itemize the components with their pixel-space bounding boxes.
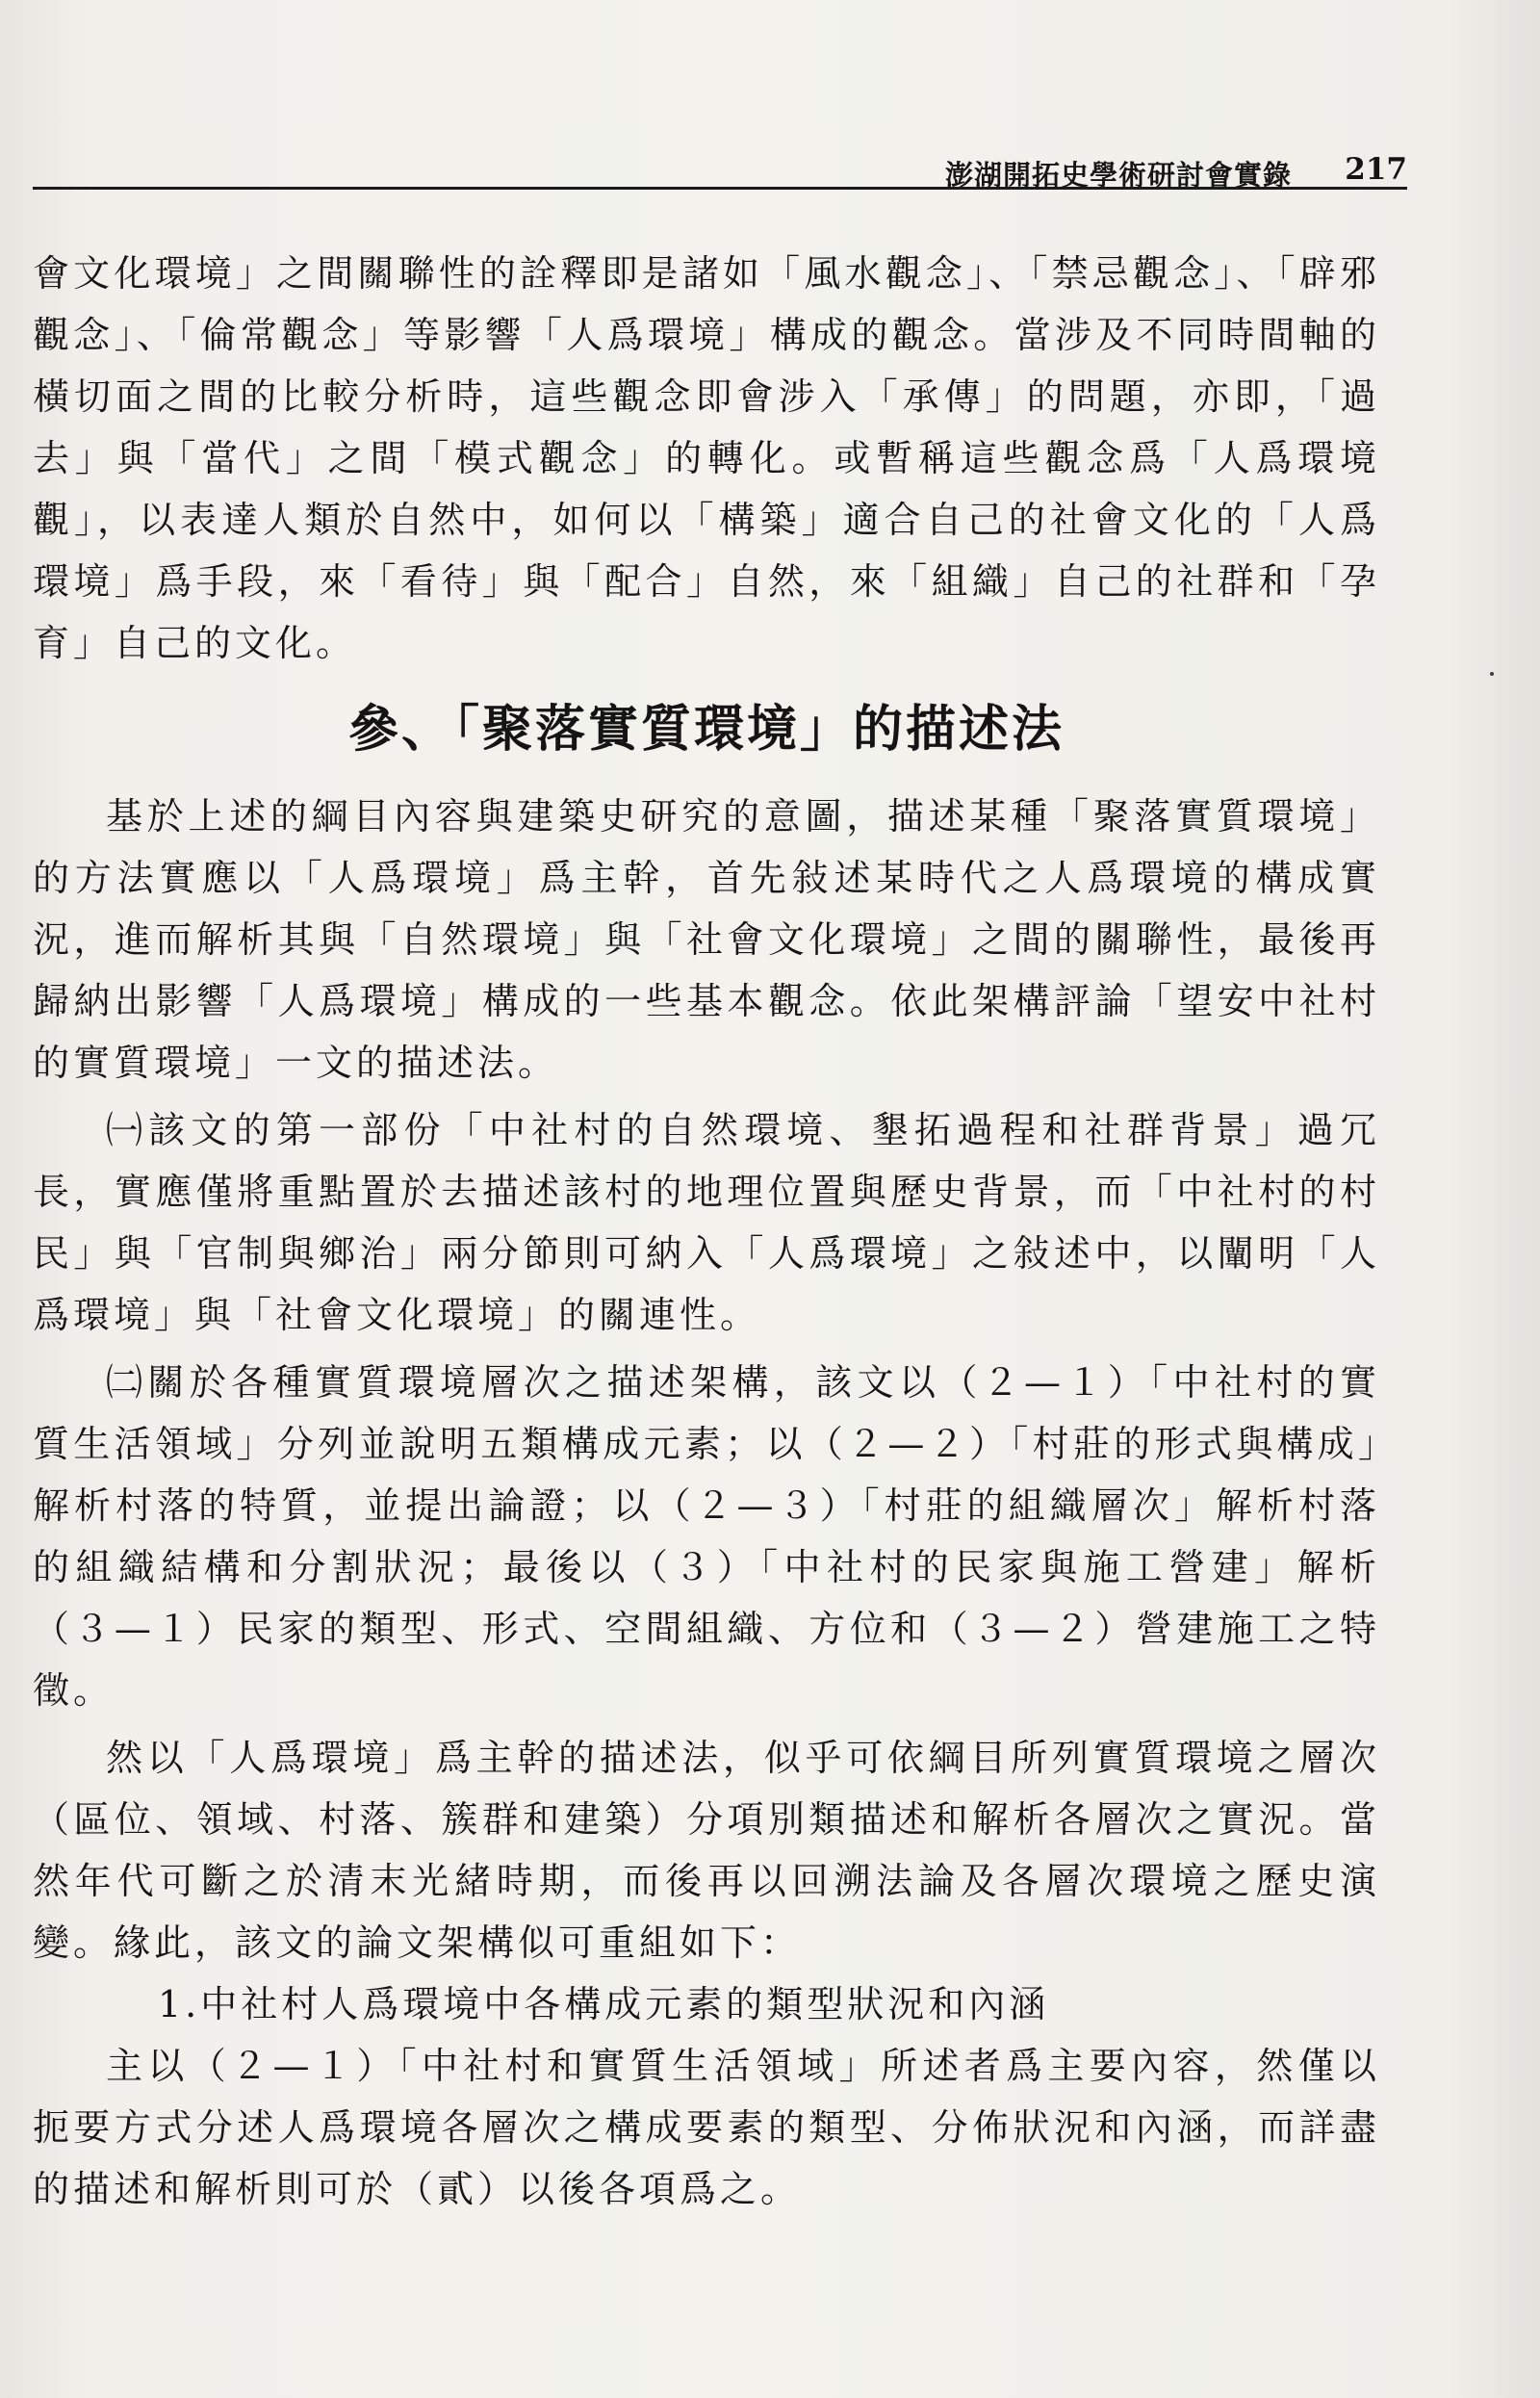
page-number: 217	[1345, 152, 1407, 187]
body-paragraph-2: ㈠該文的第一部份「中社村的自然環境、墾拓過程和社群背景」過冗長，實應僅將重點置於去描述該村的地理位置與歷史背景，而「中社村的村民」與「官制與鄉治」兩分節則可納入「人爲環境」之敍述中，以闡明「人爲環境」與「社會文化環境」的關連性。	[33, 1109, 1380, 1336]
outline-item-1: 1.中社村人爲環境中各構成元素的類型狀況和內涵	[158, 1983, 1050, 2025]
running-head	[0, 144, 1407, 193]
section-heading: 參、「聚落實質環境」的描述法	[347, 701, 1065, 759]
running-head-title: 澎湖開拓史學術研討會實錄	[944, 159, 1292, 192]
page-body	[33, 243, 1380, 2220]
body-paragraph-4: 然以「人爲環境」爲主幹的描述法，似乎可依綱目所列實質環境之層次（區位、領域、村落、簇群和建築）分項別類描述和解析各層次之實況。當然年代可斷之於清末光緒時期，而後再以回溯法論及各層次環境之歷史演變。緣此，該文的論文架構似可重組如下：	[33, 1737, 1380, 1964]
print-speck	[1490, 672, 1494, 676]
final-paragraph: 主以（２—１）「中社村和實質生活領域」所述者爲主要內容，然僅以扼要方式分述人爲環境各層次之構成要素的類型、分佈狀況和內涵，而詳盡的描述和解析則可於（貳）以後各項爲之。	[33, 2045, 1380, 2210]
intro-paragraph: 會文化環境」之間關聯性的詮釋即是諸如「風水觀念」、「禁忌觀念」、「辟邪觀念」、「倫常觀念」等影響「人爲環境」構成的觀念。當涉及不同時間軸的橫切面之間的比較分析時，這些觀念即會涉入「承傳」的問題，亦即，「過去」與「當代」之間「模式觀念」的轉化。或暫稱這些觀念爲「人爲環境觀」，以表達人類於自然中，如何以「構築」適合自己的社會文化的「人爲環境」爲手段，來「看待」與「配合」自然，來「組織」自己的社群和「孕育」自己的文化。	[33, 252, 1380, 664]
header-rule	[33, 187, 1407, 190]
body-paragraph-1: 基於上述的綱目內容與建築史研究的意圖，描述某種「聚落實質環境」的方法實應以「人爲環境」爲主幹，首先敍述某時代之人爲環境的構成實況，進而解析其與「自然環境」與「社會文化環境」之間的關聯性，最後再歸納出影響「人爲環境」構成的一些基本觀念。依此架構評論「望安中社村的實質環境」一文的描述法。	[33, 795, 1380, 1084]
body-paragraph-3: ㈡關於各種實質環境層次之描述架構，該文以（２—１）「中社村的實質生活領域」分列並說明五類構成元素；以（２—２）「村莊的形式與構成」解析村落的特質，並提出論證；以（２—３）「村莊的組織層次」解析村落的組織結構和分割狀況；最後以（３）「中社村的民家與施工營建」解析（３—１）民家的類型、形式、空間組織、方位和（３—２）營建施工之特徵。	[33, 1361, 1380, 1712]
